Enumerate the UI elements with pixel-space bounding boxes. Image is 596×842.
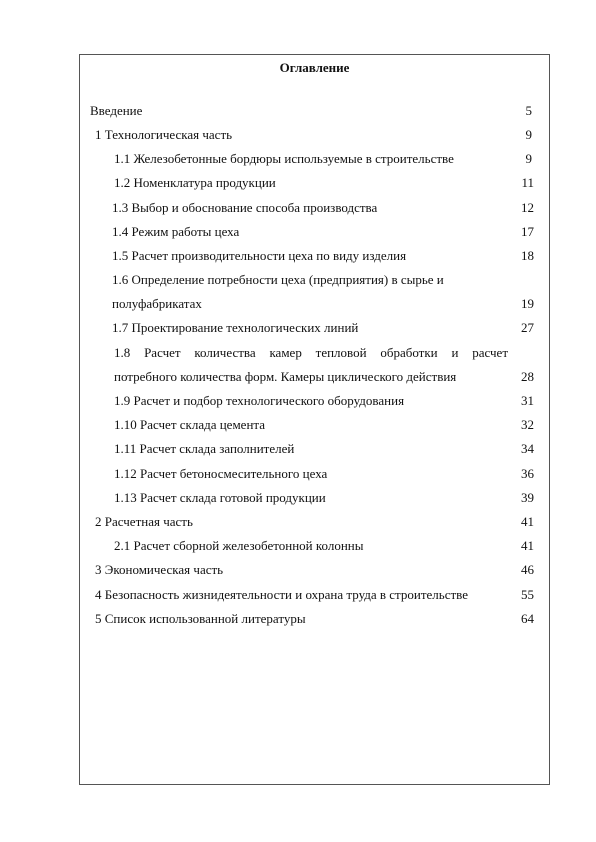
toc-entry-1-4: 1.4 Режим работы цеха [112, 224, 240, 239]
toc-page: 41 [521, 538, 534, 553]
toc-page: 9 [525, 127, 532, 142]
toc-entry-section-5: 5 Список использованной литературы [95, 611, 306, 626]
toc-page: 17 [521, 224, 534, 239]
toc-entry-1-1: 1.1 Железобетонные бордюры используемые в строительстве [114, 151, 454, 166]
toc-page: 36 [521, 466, 534, 481]
toc-entry-section-1: 1 Технологическая часть [95, 127, 233, 142]
toc-page: 31 [521, 393, 534, 408]
toc-entry-1-10: 1.10 Расчет склада цемента [114, 417, 266, 432]
toc-page: 34 [521, 441, 534, 456]
toc-page: 19 [521, 296, 534, 311]
toc-page: 9 [525, 151, 532, 166]
toc-page: 27 [521, 320, 534, 335]
toc-entry-section-2: 2 Расчетная часть [95, 514, 193, 529]
toc-entry-1-3: 1.3 Выбор и обоснование способа производства [112, 200, 378, 215]
toc-entry-1-6-cont: полуфабрикатах [112, 296, 202, 311]
toc-entry-1-5: 1.5 Расчет производительности цеха по виду изделия [112, 248, 407, 263]
toc-page: 11 [521, 175, 534, 190]
toc-page: 64 [521, 611, 534, 626]
toc-entry-1-2: 1.2 Номенклатура продукции [114, 175, 276, 190]
toc-entry-section-4: 4 Безопасность жизнидеятельности и охрана труда в строительстве [95, 587, 468, 602]
toc-entry-1-8-cont: потребного количества форм. Камеры циклического действия [114, 369, 457, 384]
toc-page: 55 [521, 587, 534, 602]
toc-title: Оглавление [279, 60, 350, 75]
toc-entry-1-6: 1.6 Определение потребности цеха (предприятия) в сырье и [112, 272, 444, 287]
toc-page: 5 [525, 103, 532, 118]
toc-page: 12 [521, 200, 534, 215]
toc-page: 46 [521, 562, 534, 577]
toc-page: 41 [521, 514, 534, 529]
toc-page: 39 [521, 490, 534, 505]
toc-entry-section-3: 3 Экономическая часть [95, 562, 224, 577]
toc-entry-1-8: 1.8 Расчет количества камер тепловой обработки и расчет [114, 345, 508, 360]
toc-entry-intro: Введение [90, 103, 143, 118]
toc-page: 28 [521, 369, 534, 384]
toc-page: 32 [521, 417, 534, 432]
toc-page: 18 [521, 248, 534, 263]
toc-entry-1-13: 1.13 Расчет склада готовой продукции [114, 490, 326, 505]
toc-entry-1-9: 1.9 Расчет и подбор технологического оборудования [114, 393, 405, 408]
toc-entry-1-11: 1.11 Расчет склада заполнителей [114, 441, 295, 456]
toc-entry-1-7: 1.7 Проектирование технологических линий [112, 320, 359, 335]
toc-entry-2-1: 2.1 Расчет сборной железобетонной колонны [114, 538, 364, 553]
toc-entry-1-12: 1.12 Расчет бетоносмесительного цеха [114, 466, 328, 481]
